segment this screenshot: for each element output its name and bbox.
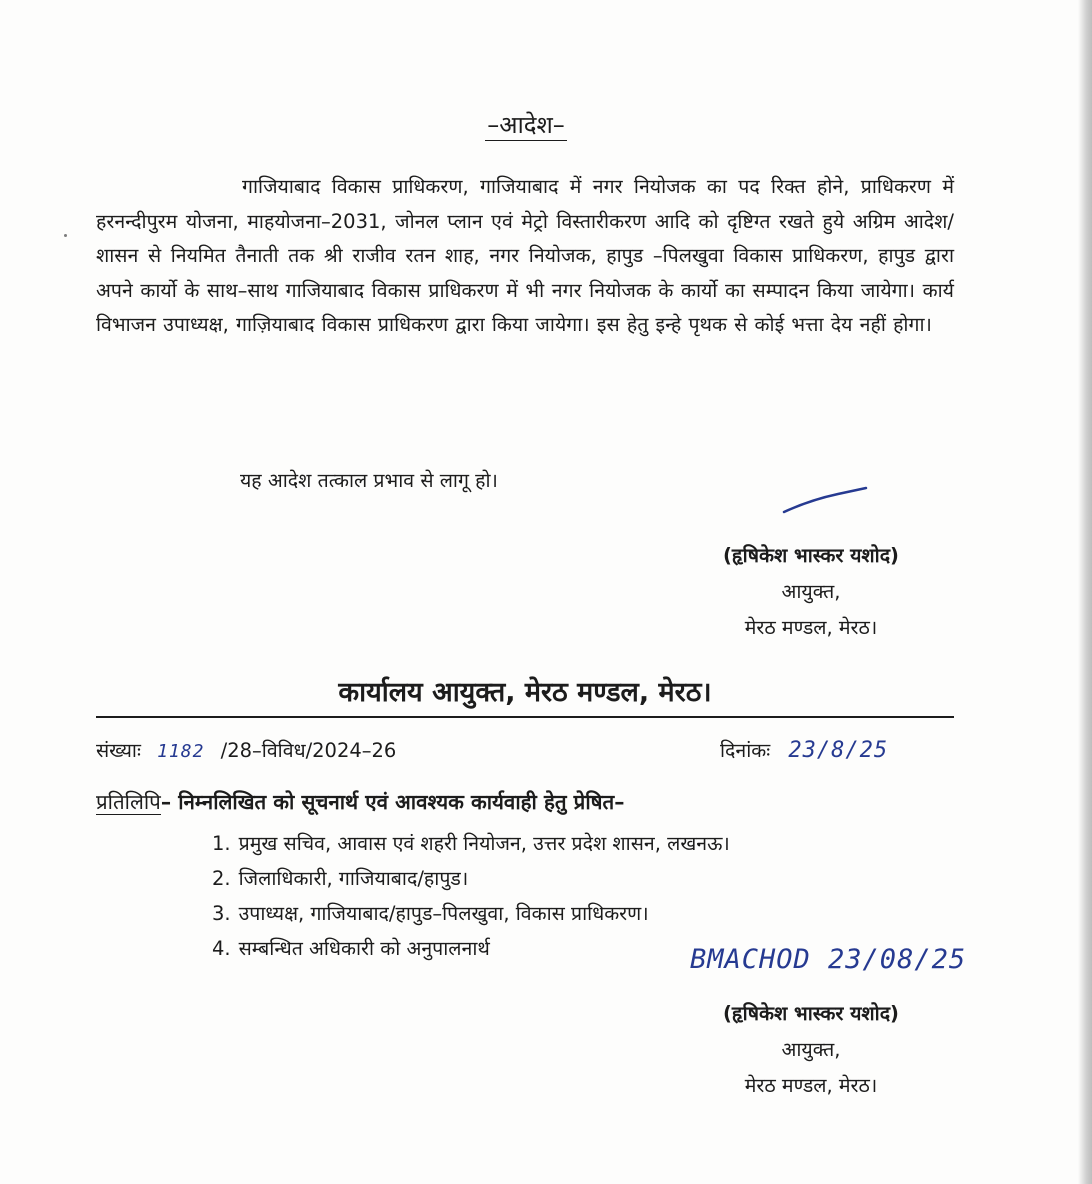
list-item: 2. जिलाधिकारी, गाजियाबाद/हापुड। — [212, 867, 469, 890]
signatory-designation: आयुक्त, — [781, 1038, 841, 1061]
signature-block-bottom — [676, 996, 946, 1104]
reference-date — [720, 736, 888, 763]
order-title: –आदेश– — [487, 111, 565, 139]
copy-label: प्रतिलिपि — [96, 790, 161, 814]
list-item: 1. प्रमुख सचिव, आवास एवं शहरी नियोजन, उत्तर प्रदेश शासन, लखनऊ। — [212, 832, 730, 855]
copy-recipient-list — [212, 826, 730, 966]
list-item: 4. सम्बन्धित अधिकारी को अनुपालनार्थ — [212, 937, 490, 960]
office-divider — [96, 716, 954, 718]
signature-block-top — [676, 538, 946, 646]
reference-number — [96, 736, 396, 763]
copy-heading-text: – निम्नलिखित को सूचनार्थ एवं आवश्यक कार्यवाही हेतु प्रेषित– — [160, 790, 625, 814]
page-edge-shadow — [1078, 0, 1092, 1184]
handwritten-signature: BMACHOD 23/08/25 — [690, 944, 967, 975]
reference-number-suffix: /28–विविध/2024–26 — [220, 739, 397, 762]
signatory-division: मेरठ मण्डल, मेरठ। — [744, 616, 878, 639]
list-item: 3. उपाध्यक्ष, गाजियाबाद/हापुड–पिलखुवा, विकास प्राधिकरण। — [212, 902, 649, 925]
signatory-designation: आयुक्त, — [781, 580, 841, 603]
reference-number-handwritten: 1182 — [157, 741, 205, 762]
reference-date-handwritten: 23/8/25 — [788, 738, 889, 763]
signatory-division: मेरठ मण्डल, मेरठ। — [744, 1074, 878, 1097]
signatory-name: (हृषिकेश भास्कर यशोद) — [723, 544, 899, 567]
office-heading: कार्यालय आयुक्त, मेरठ मण्डल, मेरठ। — [338, 677, 712, 708]
reference-number-label: संख्याः — [96, 739, 141, 762]
copy-heading — [96, 788, 624, 816]
initial-signature-mark — [780, 478, 870, 518]
scan-speck — [64, 234, 67, 237]
order-effect-line: यह आदेश तत्काल प्रभाव से लागू हो। — [240, 469, 498, 492]
signatory-name: (हृषिकेश भास्कर यशोद) — [723, 1002, 899, 1025]
order-body: गाजियाबाद विकास प्राधिकरण, गाजियाबाद में नगर नियोजक का पद रिक्त होने, प्राधिकरण में हरनन्दीपुरम योजना, माहयोजना–2031, जोनल प्लान एवं मेट्रो विस्तारीकरण आदि को दृष्टिग्त रखते हुये अग्रिम आदेश/शासन से नियमित तैनाती तक श्री राजीव रतन शाह, नगर नियोजक, हापुड –पिलखुवा विकास प्राधिकरण, हापुड द्वारा अपने कार्यो के साथ–साथ गाजियाबाद विकास प्राधिकरण में भी नगर नियोजक के कार्यो का सम्पादन किया जायेगा। कार्य विभाजन उपाध्यक्ष, गाज़ियाबाद विकास प्राधिकरण द्वारा किया जायेगा। इस हेतु इन्हे पृथक से कोई भत्ता देय नहीं होगा। — [96, 175, 954, 336]
reference-date-label: दिनांकः — [720, 739, 771, 762]
